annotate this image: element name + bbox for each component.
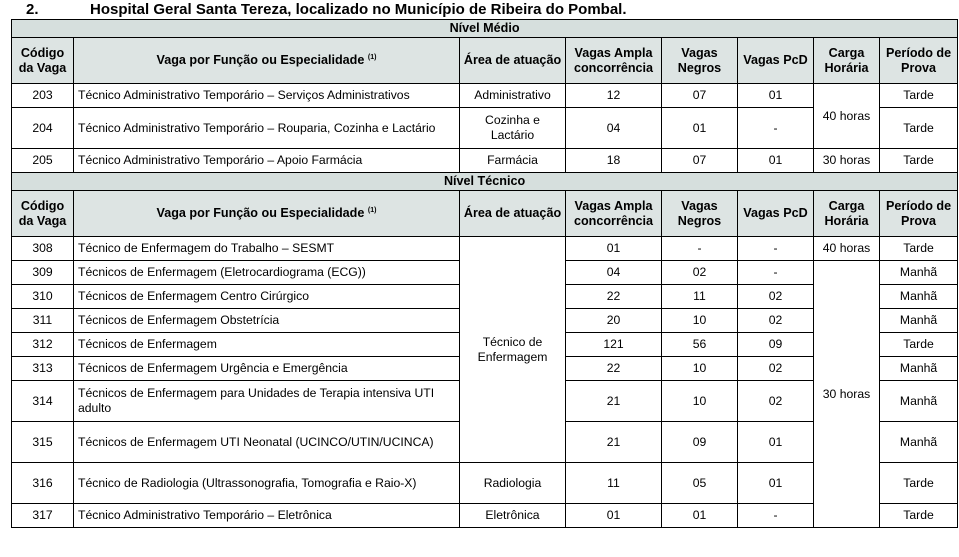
section-number: 2. xyxy=(26,1,39,18)
cell-negros: - xyxy=(662,237,738,261)
cell-periodo: Manhã xyxy=(880,381,958,422)
cell-codigo: 312 xyxy=(12,333,74,357)
cell-codigo: 314 xyxy=(12,381,74,422)
cell-pcd: 01 xyxy=(738,422,814,463)
cell-area: Eletrônica xyxy=(460,504,566,528)
col-ampla: Vagas Ampla concorrência xyxy=(566,191,662,237)
cell-codigo: 204 xyxy=(12,108,74,149)
col-vaga-label: Vaga por Função ou Especialidade xyxy=(156,53,365,67)
cell-ampla: 04 xyxy=(566,261,662,285)
cell-negros: 07 xyxy=(662,84,738,108)
cell-codigo: 203 xyxy=(12,84,74,108)
cell-codigo: 310 xyxy=(12,285,74,309)
col-negros: Vagas Negros xyxy=(662,38,738,84)
cell-codigo: 205 xyxy=(12,149,74,173)
cell-negros: 05 xyxy=(662,463,738,504)
cell-area: Técnico de Enfermagem xyxy=(460,237,566,463)
cell-area: Administrativo xyxy=(460,84,566,108)
col-vaga-note: (1) xyxy=(367,53,377,61)
cell-vaga: Técnicos de Enfermagem Centro Cirúrgico xyxy=(74,285,460,309)
table-row xyxy=(12,84,958,108)
cell-area: Radiologia xyxy=(460,463,566,504)
cell-vaga: Técnicos de Enfermagem para Unidades de Terapia intensiva UTI adulto xyxy=(74,381,460,422)
cell-pcd: 09 xyxy=(738,333,814,357)
cell-carga: 30 horas xyxy=(814,261,880,528)
cell-pcd: 02 xyxy=(738,309,814,333)
cell-pcd: - xyxy=(738,108,814,149)
col-codigo: Código da Vaga xyxy=(12,191,74,237)
cell-pcd: 01 xyxy=(738,84,814,108)
col-vaga-label: Vaga por Função ou Especialidade xyxy=(156,206,365,220)
cell-area: Farmácia xyxy=(460,149,566,173)
col-carga: Carga Horária xyxy=(814,38,880,84)
cell-carga: 30 horas xyxy=(814,149,880,173)
cell-codigo: 316 xyxy=(12,463,74,504)
cell-periodo: Manhã xyxy=(880,285,958,309)
cell-area: Cozinha e Lactário xyxy=(460,108,566,149)
table-row xyxy=(12,237,958,261)
cell-codigo: 308 xyxy=(12,237,74,261)
table-row xyxy=(12,149,958,173)
cell-pcd: 02 xyxy=(738,381,814,422)
band-nivel-tecnico xyxy=(12,173,958,191)
cell-vaga: Técnicos de Enfermagem UTI Neonatal (UCINCO/UTIN/UCINCA) xyxy=(74,422,460,463)
cell-pcd: - xyxy=(738,504,814,528)
cell-periodo: Tarde xyxy=(880,333,958,357)
cell-periodo: Tarde xyxy=(880,504,958,528)
col-carga: Carga Horária xyxy=(814,191,880,237)
header-row xyxy=(12,191,958,237)
cell-codigo: 315 xyxy=(12,422,74,463)
band-label: Nível Técnico xyxy=(12,173,958,191)
cell-negros: 10 xyxy=(662,309,738,333)
cell-negros: 01 xyxy=(662,108,738,149)
cell-periodo: Tarde xyxy=(880,463,958,504)
cell-periodo: Tarde xyxy=(880,84,958,108)
cell-ampla: 20 xyxy=(566,309,662,333)
cell-periodo: Tarde xyxy=(880,149,958,173)
cell-negros: 09 xyxy=(662,422,738,463)
col-ampla: Vagas Ampla concorrência xyxy=(566,38,662,84)
cell-ampla: 21 xyxy=(566,422,662,463)
col-pcd: Vagas PcD xyxy=(738,38,814,84)
vacancy-table xyxy=(11,19,958,528)
cell-vaga: Técnico Administrativo Temporário – Rouparia, Cozinha e Lactário xyxy=(74,108,460,149)
cell-vaga: Técnico de Enfermagem do Trabalho – SESMT xyxy=(74,237,460,261)
cell-periodo: Tarde xyxy=(880,237,958,261)
cell-carga: 40 horas xyxy=(814,237,880,261)
cell-periodo: Tarde xyxy=(880,108,958,149)
col-periodo: Período de Prova xyxy=(880,191,958,237)
cell-ampla: 12 xyxy=(566,84,662,108)
col-area: Área de atuação xyxy=(460,38,566,84)
cell-vaga: Técnico Administrativo Temporário – Serviços Administrativos xyxy=(74,84,460,108)
col-vaga xyxy=(74,38,460,84)
section-heading xyxy=(0,0,959,18)
cell-codigo: 313 xyxy=(12,357,74,381)
cell-pcd: 02 xyxy=(738,285,814,309)
header-row xyxy=(12,38,958,84)
col-negros: Vagas Negros xyxy=(662,191,738,237)
cell-pcd: 01 xyxy=(738,463,814,504)
cell-periodo: Manhã xyxy=(880,309,958,333)
cell-pcd: 01 xyxy=(738,149,814,173)
cell-ampla: 01 xyxy=(566,237,662,261)
col-vaga-note: (1) xyxy=(367,206,377,214)
cell-vaga: Técnicos de Enfermagem xyxy=(74,333,460,357)
col-periodo: Período de Prova xyxy=(880,38,958,84)
cell-negros: 10 xyxy=(662,357,738,381)
cell-vaga: Técnicos de Enfermagem Obstetrícia xyxy=(74,309,460,333)
cell-ampla: 121 xyxy=(566,333,662,357)
cell-ampla: 04 xyxy=(566,108,662,149)
cell-ampla: 01 xyxy=(566,504,662,528)
cell-ampla: 11 xyxy=(566,463,662,504)
cell-ampla: 22 xyxy=(566,357,662,381)
cell-negros: 07 xyxy=(662,149,738,173)
cell-vaga: Técnico Administrativo Temporário – Apoio Farmácia xyxy=(74,149,460,173)
cell-periodo: Manhã xyxy=(880,422,958,463)
cell-vaga: Técnico Administrativo Temporário – Eletrônica xyxy=(74,504,460,528)
cell-pcd: - xyxy=(738,237,814,261)
band-label: Nível Médio xyxy=(12,20,958,38)
cell-ampla: 22 xyxy=(566,285,662,309)
cell-vaga: Técnicos de Enfermagem (Eletrocardiograma (ECG)) xyxy=(74,261,460,285)
cell-codigo: 309 xyxy=(12,261,74,285)
cell-vaga: Técnicos de Enfermagem Urgência e Emergência xyxy=(74,357,460,381)
band-nivel-medio xyxy=(12,20,958,38)
section-title: Hospital Geral Santa Tereza, localizado no Município de Ribeira do Pombal. xyxy=(90,1,627,18)
cell-codigo: 311 xyxy=(12,309,74,333)
cell-ampla: 18 xyxy=(566,149,662,173)
col-pcd: Vagas PcD xyxy=(738,191,814,237)
cell-negros: 02 xyxy=(662,261,738,285)
cell-periodo: Manhã xyxy=(880,357,958,381)
cell-carga: 40 horas xyxy=(814,84,880,149)
cell-negros: 10 xyxy=(662,381,738,422)
cell-periodo: Manhã xyxy=(880,261,958,285)
col-codigo: Código da Vaga xyxy=(12,38,74,84)
col-vaga xyxy=(74,191,460,237)
cell-codigo: 317 xyxy=(12,504,74,528)
cell-negros: 01 xyxy=(662,504,738,528)
cell-pcd: - xyxy=(738,261,814,285)
col-area: Área de atuação xyxy=(460,191,566,237)
cell-ampla: 21 xyxy=(566,381,662,422)
cell-negros: 11 xyxy=(662,285,738,309)
cell-pcd: 02 xyxy=(738,357,814,381)
cell-negros: 56 xyxy=(662,333,738,357)
cell-vaga: Técnico de Radiologia (Ultrassonografia, Tomografia e Raio-X) xyxy=(74,463,460,504)
